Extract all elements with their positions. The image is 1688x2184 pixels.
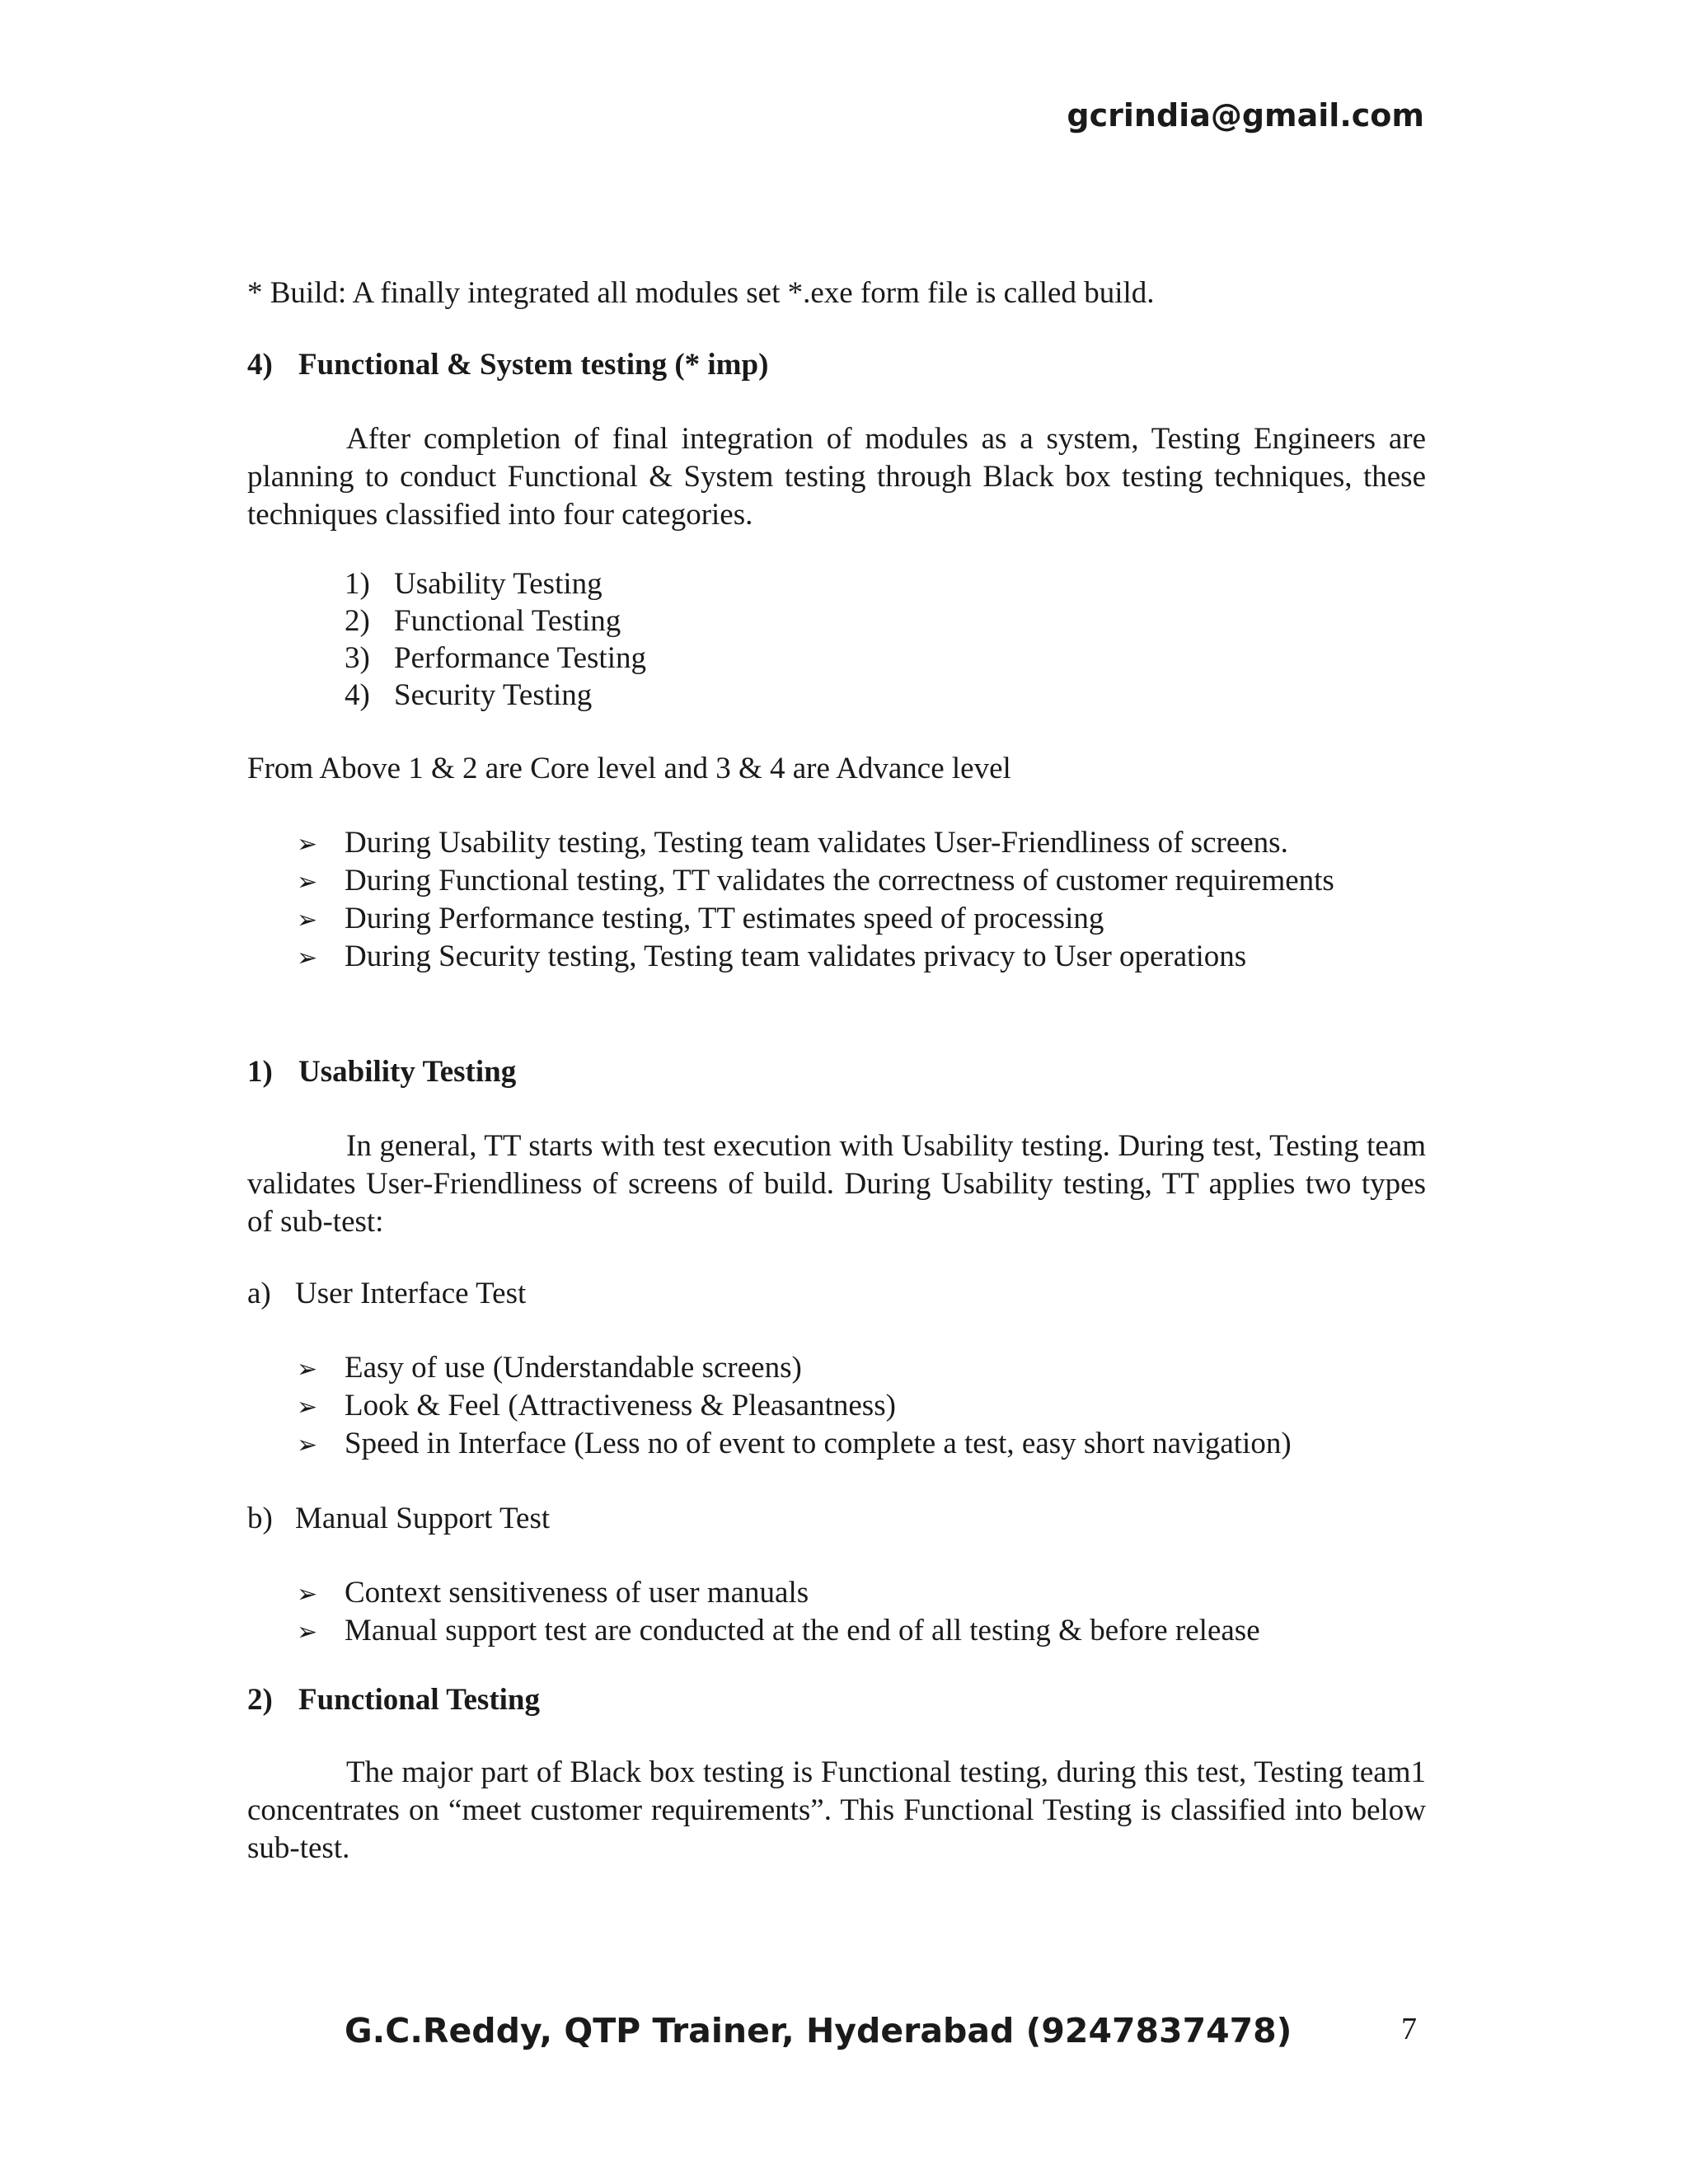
list-item: ➢ During Security testing, Testing team validates privacy to User operations <box>297 938 1334 976</box>
functional-paragraph: The major part of Black box testing is Functional testing, during this test, Testing team1 concentrates on “meet customer requirements”. This Functional Testing is classified into below sub-test. <box>247 1755 1426 1865</box>
arrow-bullet-icon: ➢ <box>297 1618 318 1647</box>
arrow-bullet-icon: ➢ <box>297 944 318 972</box>
list-item: ➢ Look & Feel (Attractiveness & Pleasantness) <box>297 1387 1292 1425</box>
usability-number: 1) <box>247 1055 273 1089</box>
list-item: ➢ During Usability testing, Testing team validates User-Friendliness of screens. <box>297 824 1334 862</box>
usability-heading <box>247 1053 516 1091</box>
sub-a-bullets <box>297 1349 1292 1463</box>
arrow-bullet-icon: ➢ <box>297 1431 318 1460</box>
list-item: ➢ During Performance testing, TT estimates speed of processing <box>297 900 1334 938</box>
arrow-bullet-icon: ➢ <box>297 1393 318 1422</box>
arrow-bullet-icon: ➢ <box>297 1355 318 1384</box>
usability-paragraph: In general, TT starts with test execution with Usability testing. During test, Testing team validates User-Friendliness of screens of build. During Usability testing, TT applies two types of sub-test: <box>247 1129 1426 1239</box>
section4-number: 4) <box>247 348 273 382</box>
functional-number: 2) <box>247 1683 273 1717</box>
list-item: 4) Security Testing <box>345 678 593 712</box>
arrow-bullet-icon: ➢ <box>297 868 318 897</box>
usability-title: Usability Testing <box>298 1055 517 1089</box>
list-item: ➢ Easy of use (Understandable screens) <box>297 1349 1292 1387</box>
section4-title: Functional & System testing (* imp) <box>298 348 769 382</box>
sub-a-heading: a) User Interface Test <box>247 1277 527 1310</box>
testing-bullets <box>297 824 1334 976</box>
header-email: gcrindia@gmail.com <box>1067 97 1424 134</box>
list-item: 1) Usability Testing <box>345 567 603 601</box>
arrow-bullet-icon: ➢ <box>297 830 318 859</box>
list-item: 3) Performance Testing <box>345 641 646 675</box>
functional-title: Functional Testing <box>298 1683 541 1717</box>
page-number: 7 <box>1401 2012 1417 2046</box>
list-item: ➢ Speed in Interface (Less no of event to complete a test, easy short navigation) <box>297 1425 1292 1463</box>
list-item: 2) Functional Testing <box>345 604 621 638</box>
list-item: ➢ Context sensitiveness of user manuals <box>297 1574 1260 1612</box>
footer-text: G.C.Reddy, QTP Trainer, Hyderabad (9247837478) <box>345 2011 1292 2050</box>
list-item: ➢ Manual support test are conducted at the end of all testing & before release <box>297 1612 1260 1650</box>
list-item: ➢ During Functional testing, TT validates the correctness of customer requirements <box>297 862 1334 900</box>
section4-heading <box>247 346 768 384</box>
levels-note: From Above 1 & 2 are Core level and 3 & 4 are Advance level <box>247 752 1011 785</box>
functional-heading <box>247 1681 540 1719</box>
section4-paragraph: After completion of final integration of modules as a system, Testing Engineers are planning to conduct Functional & System testing through Black box testing techniques, these techniques classified into four categories. <box>247 422 1426 532</box>
build-definition: * Build: A finally integrated all modules set *.exe form file is called build. <box>247 276 1155 310</box>
arrow-bullet-icon: ➢ <box>297 906 318 935</box>
arrow-bullet-icon: ➢ <box>297 1580 318 1609</box>
sub-b-bullets <box>297 1574 1260 1650</box>
sub-b-heading: b) Manual Support Test <box>247 1502 551 1535</box>
categories-list <box>345 565 646 714</box>
